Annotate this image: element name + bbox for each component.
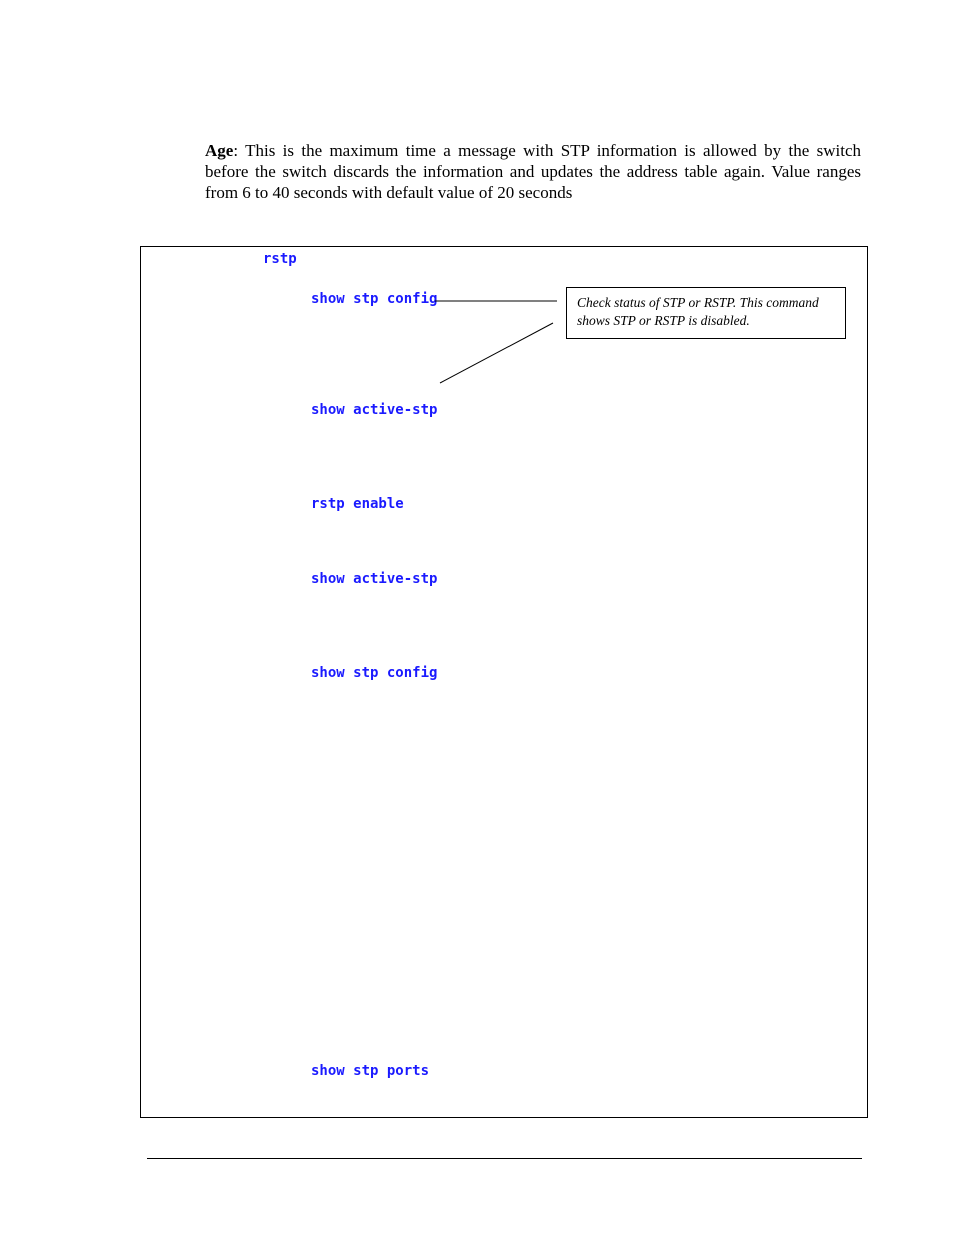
command-show-stp-config: show stp config (311, 291, 438, 307)
command-rstp: rstp (263, 251, 297, 267)
command-show-stp-ports: show stp ports (311, 1063, 430, 1079)
footer-rule (147, 1158, 862, 1159)
cli-example-box (140, 246, 868, 1118)
command-show-stp-config-2: show stp config (311, 665, 438, 681)
age-definition: : This is the maximum time a message with STP information is allowed by the switch before the switch discards the information and updates the address table again. Value ranges from 6 to 40 seconds with default value of 20 seconds (205, 141, 861, 202)
command-show-active-stp: show active-stp (311, 402, 438, 418)
command-rstp-enable: rstp enable (311, 496, 404, 512)
command-show-active-stp-2: show active-stp (311, 571, 438, 587)
age-term: Age (205, 141, 234, 160)
age-description (205, 140, 861, 203)
callout-note: Check status of STP or RSTP. This command shows STP or RSTP is disabled. (566, 287, 846, 339)
